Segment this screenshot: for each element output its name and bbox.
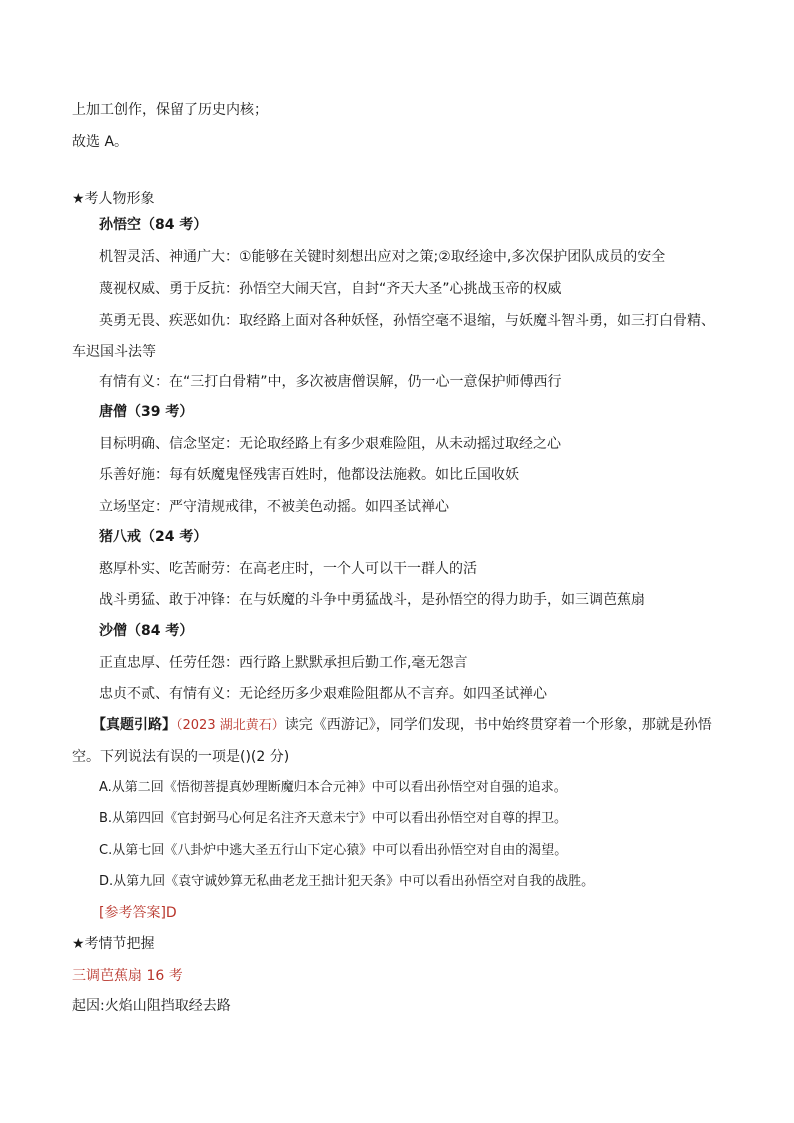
character-trait: 机智灵活、神通广大：①能够在关键时刻想出应对之策;②取经途中,多次保护团队成员的安全 [99, 249, 666, 265]
option-d: D.从第九回《袁守诚妙算无私曲老龙王拙计犯天条》中可以看出孙悟空对自我的战胜。 [99, 874, 595, 889]
exam-source: （2023 湖北黄石） [176, 718, 285, 733]
section-heading-characters: ★考人物形象 [72, 191, 155, 207]
exam-label: 【真题引路】 [92, 717, 176, 733]
option-a: A.从第二回《悟彻菩提真妙理断魔归本合元神》中可以看出孙悟空对自强的追求。 [99, 780, 567, 795]
intro-line-1: 上加工创作，保留了历史内核； [72, 102, 268, 118]
option-b: B.从第四回《官封弼马心何足名注齐天意未宁》中可以看出孙悟空对自尊的捍卫。 [99, 811, 568, 826]
option-c: C.从第七回《八卦炉中逃大圣五行山下定心猿》中可以看出孙悟空对自由的渴望。 [99, 843, 568, 858]
character-name-sha: 沙僧（84 考） [99, 623, 194, 639]
exam-question-line-1 [92, 715, 712, 736]
intro-line-2: 故选 A。 [72, 134, 129, 150]
character-trait: 目标明确、信念坚定：无论取经路上有多少艰难险阻，从未动摇过取经之心 [99, 436, 561, 452]
character-trait: 正直忠厚、任劳任怨：西行路上默默承担后勤工作,毫无怨言 [99, 655, 468, 671]
exam-question-text: 读完《西游记》，同学们发现，书中始终贯穿着一个形象，那就是孙悟 [284, 717, 712, 733]
character-trait-continued: 车迟国斗法等 [72, 344, 156, 360]
character-trait: 战斗勇猛、敢于冲锋：在与妖魔的斗争中勇猛战斗，是孙悟空的得力助手，如三调芭蕉扇 [99, 592, 645, 608]
character-name-tang: 唐僧（39 考） [99, 404, 194, 420]
character-name-zhu: 猪八戒（24 考） [99, 529, 208, 545]
section-heading-plot: ★考情节把握 [72, 936, 155, 952]
character-trait: 立场坚定：严守清规戒律，不被美色动摇。如四圣试禅心 [99, 499, 449, 515]
character-trait: 英勇无畏、疾恶如仇：取经路上面对各种妖怪，孙悟空毫不退缩，与妖魔斗智斗勇，如三打白骨精、 [99, 313, 715, 329]
character-trait: 忠贞不贰、有情有义：无论经历多少艰难险阻都从不言弃。如四圣试禅心 [99, 686, 547, 702]
character-trait: 憨厚朴实、吃苦耐劳：在高老庄时，一个人可以干一群人的活 [99, 561, 477, 577]
plot-cause: 起因:火焰山阻挡取经去路 [72, 998, 231, 1014]
character-name-sun: 孙悟空（84 考） [99, 217, 208, 233]
reference-answer: [参考答案]D [99, 905, 177, 921]
plot-subheading: 三调芭蕉扇 16 考 [72, 968, 183, 984]
character-trait: 有情有义：在“三打白骨精”中，多次被唐僧误解，仍一心一意保护师傅西行 [99, 374, 562, 390]
exam-question-line-2: 空。下列说法有误的一项是()(2 分) [72, 749, 290, 765]
character-trait: 蔑视权威、勇于反抗：孙悟空大闹天宫，自封“齐天大圣”心挑战玉帝的权威 [99, 281, 562, 297]
character-trait: 乐善好施：每有妖魔鬼怪残害百姓时，他都设法施救。如比丘国收妖 [99, 467, 519, 483]
